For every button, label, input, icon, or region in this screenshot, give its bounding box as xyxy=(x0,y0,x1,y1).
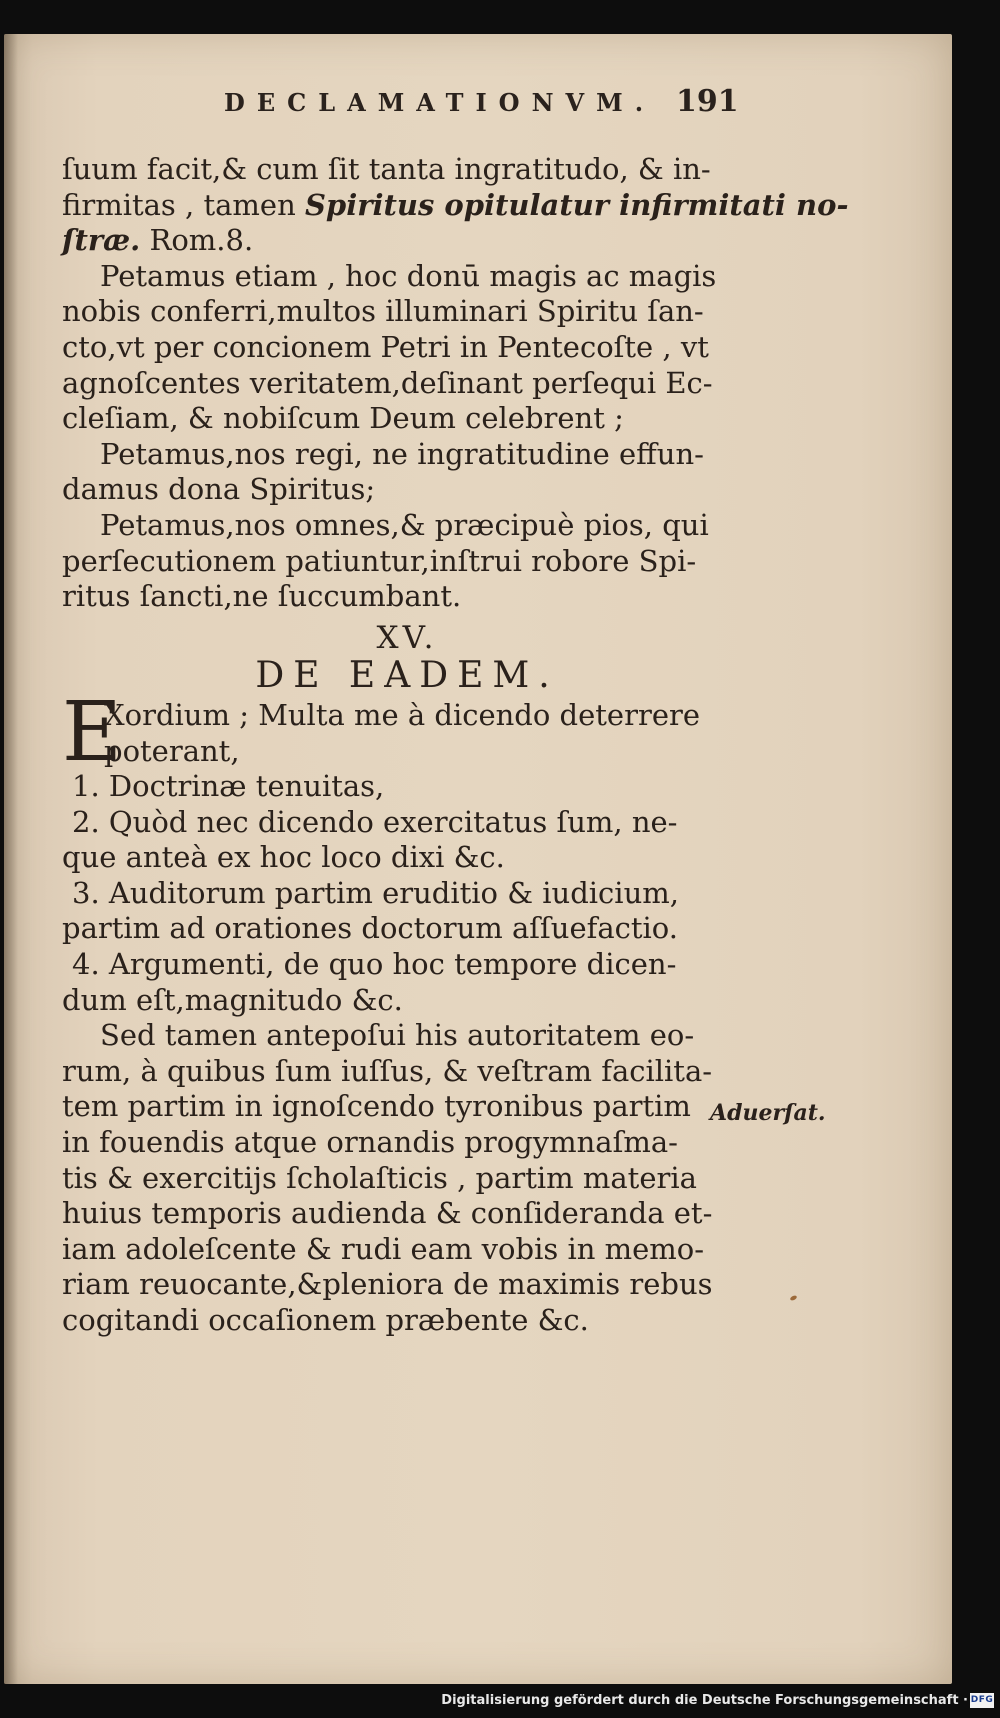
drop-cap: E xyxy=(62,684,122,780)
numbered-item: 1. Doctrinæ tenuitas, xyxy=(72,769,385,804)
text-line: agnoſcentes veritatem,deſinant perſequi Ec- xyxy=(62,365,713,400)
paper-speck xyxy=(789,1295,797,1302)
book-page xyxy=(4,34,952,1684)
text-line: Petamus,nos regi, ne ingratitudine effun- xyxy=(100,436,704,471)
section-number: XV. xyxy=(376,619,438,656)
exordium-paragraph xyxy=(62,684,722,780)
text-line xyxy=(62,223,722,259)
text-line: cto,vt per concionem Petri in Pentecoſte , vt xyxy=(62,329,709,364)
marginal-note: Aduerſat. xyxy=(710,1100,826,1126)
text-line: dum eſt,magnitudo &c. xyxy=(62,982,403,1017)
page-number: 191 xyxy=(676,84,739,119)
text-line: tem partim in ignoſcendo tyronibus partim xyxy=(62,1089,691,1124)
text-line: cogitandi occaſionem præbente &c. xyxy=(62,1303,589,1337)
text-fragment: firmitas , tamen xyxy=(62,187,305,222)
numbered-item: 2. Quòd nec dicendo exercitatus ſum, ne- xyxy=(72,804,678,839)
text-line xyxy=(62,187,849,224)
spine-shadow xyxy=(4,34,18,1684)
text-line: iam adoleſcente & rudi eam vobis in memo- xyxy=(62,1231,705,1266)
numbered-item: 3. Auditorum partim eruditio & iudicium, xyxy=(72,875,679,910)
dfg-logo-icon: DFG xyxy=(970,1693,994,1708)
text-line: damus dona Spiritus; xyxy=(62,472,376,507)
text-line: cleſiam, & nobiſcum Deum celebrent ; xyxy=(62,401,624,436)
text-line: ſuum facit,& cum ſit tanta ingratitudo, & in- xyxy=(62,152,711,186)
scripture-reference: Rom.8. xyxy=(140,223,254,258)
text-line: tis & exercitijs ſcholaſticis , partim materia xyxy=(62,1160,697,1195)
text-line: Xordium ; Multa me à dicendo deterrere xyxy=(104,697,701,732)
numbered-item: 4. Argumenti, de quo hoc tempore dicen- xyxy=(72,947,677,982)
text-line: riam reuocante,&pleniora de maximis rebus xyxy=(62,1267,713,1302)
section-title: DE EADEM. xyxy=(255,655,559,697)
running-head: DECLAMATIONVM. xyxy=(224,88,656,117)
text-line: Sed tamen antepoſui his autoritatem eo- xyxy=(100,1018,695,1053)
italic-quotation: ſtræ. xyxy=(62,223,141,258)
text-line: in fouendis atque ornandis progymnaſma- xyxy=(62,1125,678,1160)
italic-quotation: Spiritus opitulatur infirmitati no- xyxy=(304,187,849,222)
text-line: Petamus,nos omnes,& præcipuè pios, qui xyxy=(100,507,709,542)
text-line: rum, à quibus ſum iuſſus, & veſtram facilita- xyxy=(62,1053,713,1088)
digitization-credit: Digitalisierung gefördert durch die Deutsche Forschungsgemeinschaft · xyxy=(441,1693,968,1708)
text-line: partim ad orationes doctorum aſſuefactio. xyxy=(62,911,678,946)
text-line: perſecutionem patiuntur,inſtrui robore Spi- xyxy=(62,543,697,578)
text-line: poterant, xyxy=(104,733,240,768)
text-line: huius temporis audienda & conſideranda et- xyxy=(62,1196,713,1231)
text-line: ritus ſancti,ne ſuccumbant. xyxy=(62,579,462,614)
text-line: que anteà ex hoc loco dixi &c. xyxy=(62,840,505,875)
text-line: nobis conferri,multos illuminari Spiritu ſan- xyxy=(62,294,704,329)
text-line: Petamus etiam , hoc donū magis ac magis xyxy=(100,258,717,293)
